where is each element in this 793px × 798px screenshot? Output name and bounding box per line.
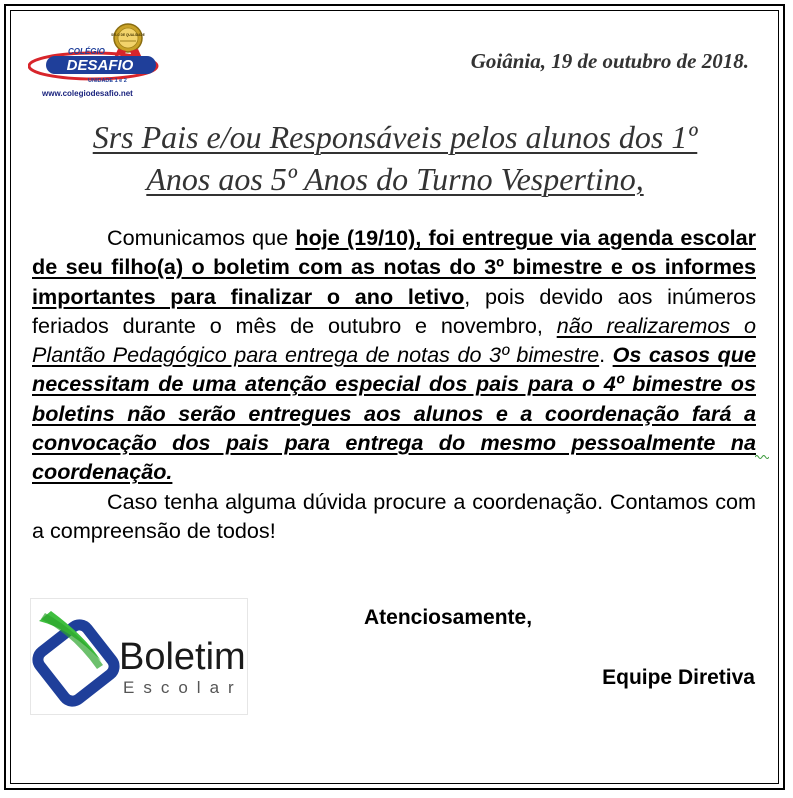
boletim-logo-graphic (31, 599, 247, 714)
logo-brand-sub: UNIDADE 1 e 2 (88, 78, 127, 84)
website-url[interactable]: www.colegiodesafio.net (42, 89, 133, 98)
seal-text: SELO DE QUALIDADE (111, 33, 145, 37)
signature-team: Equipe Diretiva (602, 666, 755, 689)
p1-text-5: . (599, 342, 613, 368)
paragraph-2: Caso tenha alguma dúvida procure a coordenação. Contamos com a compreensão de todos! (32, 488, 756, 543)
paragraph-1 (32, 223, 756, 487)
p1-italic-notice: não realizaremos o Plantão Pedagógico para entrega de notas do 3º bimestre (32, 312, 756, 368)
letter-date: Goiânia, 19 de outubro de 2018. (470, 49, 749, 73)
letter-body (32, 223, 756, 545)
title-line-2 (40, 158, 750, 200)
logo-brand-top: COLÉGIO (68, 47, 105, 56)
p1-bold-italic-notice: Os casos que necessitam de uma atenção especial dos pais para o 4º bimestre os boletins não serão entregues aos alunos e a coordenação fará a convocação dos pais para entrega do mesmo pessoalmente na coordenação. (32, 342, 757, 485)
p1-bold-announcement: hoje (19/10), foi entregue via agenda escolar de seu filho(a) o boletim com as notas do 3º bimestre e os informes importantes para finalizar o ano letivo (32, 225, 756, 309)
spellcheck-squiggle (755, 453, 769, 459)
escolar-word: Escolar (123, 678, 243, 697)
boletim-escolar-logo (30, 598, 248, 715)
p1-text-1: Comunicamos que (107, 225, 296, 250)
title-line-1 (40, 116, 750, 158)
closing-salutation: Atenciosamente, (364, 606, 533, 629)
p1-text-3: , pois devido aos inúmeros feriados durante o mês de outubro e novembro, (32, 283, 756, 338)
boletim-word: Boletim (119, 636, 246, 678)
title-line-2-text: Anos aos 5º Anos do Turno Vespertino, (146, 161, 644, 197)
logo-brand-main: DESAFIO (66, 57, 134, 74)
title-line-1-text: Srs Pais e/ou Responsáveis pelos alunos dos 1º (92, 119, 698, 155)
